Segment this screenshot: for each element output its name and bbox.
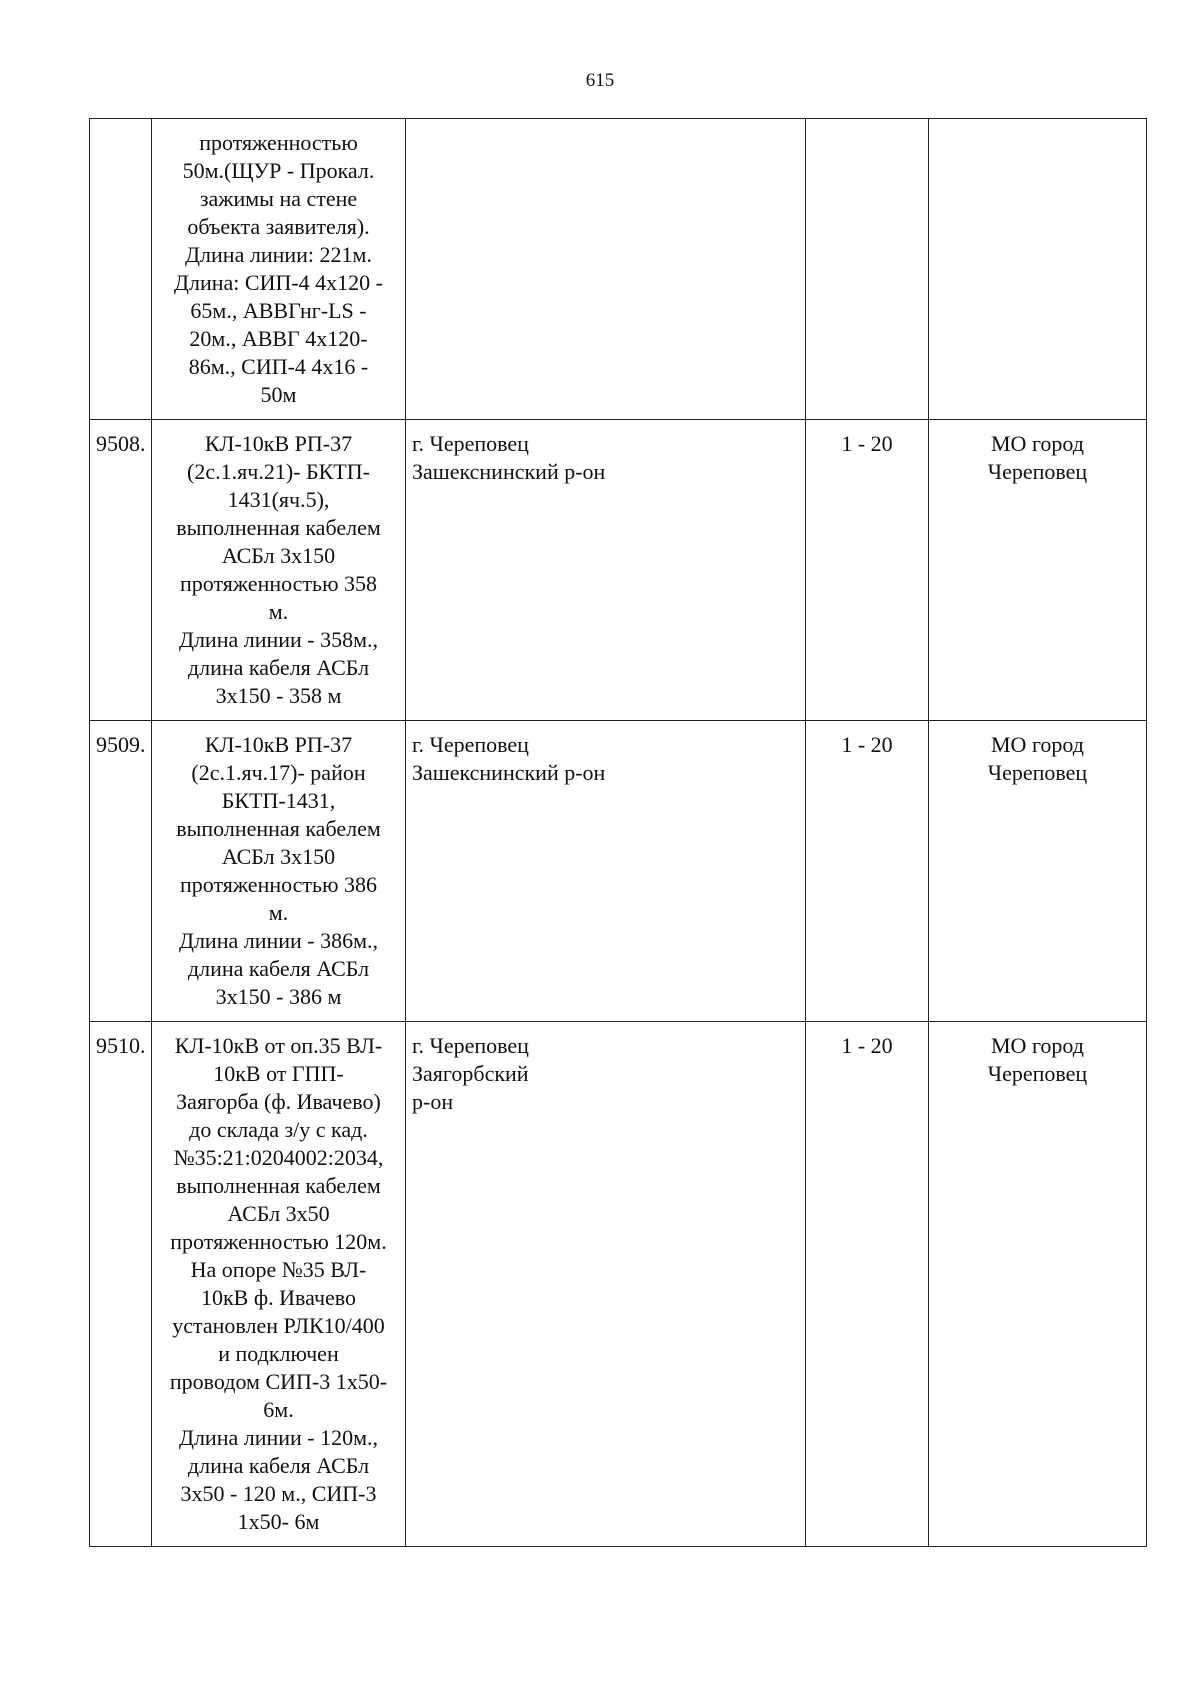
- table-body: [90, 119, 1147, 1547]
- description-line: АСБл 3х50: [227, 1201, 330, 1226]
- owner-cell: [929, 1022, 1147, 1547]
- description-line: Заягорба (ф. Ивачево): [176, 1089, 381, 1114]
- row-number-cell: 9508.: [90, 420, 152, 721]
- description-line: 86м., СИП-4 4х16 -: [188, 354, 369, 379]
- description-line: 50м.(ЩУР - Прокал.: [182, 158, 375, 183]
- table-row: [90, 1022, 1147, 1547]
- description-cell: [152, 721, 406, 1022]
- description-line: КЛ-10кВ РП-37: [204, 431, 353, 456]
- class-cell: [806, 119, 929, 420]
- page-number: 615: [585, 70, 615, 91]
- location-line: г. Череповец: [412, 431, 529, 456]
- location-cell: [406, 119, 806, 420]
- description-line: м.: [268, 900, 289, 925]
- description-cell: [152, 119, 406, 420]
- location-cell: [406, 420, 806, 721]
- description-line: выполненная кабелем: [176, 816, 381, 841]
- location-line: г. Череповец: [412, 1033, 529, 1058]
- description-line: длина кабеля АСБл: [187, 956, 370, 981]
- description-line: КЛ-10кВ РП-37: [204, 732, 353, 757]
- owner-cell: [929, 119, 1147, 420]
- description-line: проводом СИП-3 1х50-: [169, 1369, 388, 1394]
- description-line: 10кВ от ГПП-: [213, 1061, 344, 1086]
- table-row: [90, 119, 1147, 420]
- description-line: Длина линии: 221м.: [185, 242, 372, 267]
- description-line: 10кВ ф. Ивачево: [200, 1285, 357, 1310]
- description-line: зажимы на стене: [199, 186, 358, 211]
- description-line: (2с.1.яч.21)- БКТП-: [187, 459, 370, 484]
- description-line: выполненная кабелем: [176, 515, 381, 540]
- description-line: 6м.: [263, 1397, 294, 1422]
- class-cell: 1 - 20: [806, 1022, 929, 1547]
- description-line: №35:21:0204002:2034,: [173, 1145, 384, 1170]
- description-line: АСБл 3х150: [221, 844, 336, 869]
- description-line: до склада з/у с кад.: [189, 1117, 368, 1142]
- row-number-cell: [90, 119, 152, 420]
- owner-line: Череповец: [987, 1061, 1088, 1086]
- owner-line: Череповец: [987, 459, 1088, 484]
- description-line: Длина линии - 120м.,: [178, 1425, 379, 1450]
- row-number-cell: 9509.: [90, 721, 152, 1022]
- registry-table: [89, 118, 1147, 1547]
- description-line: 3х150 - 386 м: [215, 984, 342, 1009]
- owner-cell: [929, 721, 1147, 1022]
- description-line: 3х50 - 120 м., СИП-3: [180, 1481, 377, 1506]
- class-cell: 1 - 20: [806, 721, 929, 1022]
- description-line: (2с.1.яч.17)- район: [191, 760, 366, 785]
- description-line: АСБл 3х150: [221, 543, 336, 568]
- description-line: 20м., АВВГ 4х120-: [189, 326, 368, 351]
- description-line: БКТП-1431,: [221, 788, 336, 813]
- description-line: м.: [268, 599, 289, 624]
- owner-line: Череповец: [987, 760, 1088, 785]
- description-line: протяженностью: [199, 130, 358, 155]
- location-line: р-он: [412, 1089, 454, 1114]
- description-line: Длина линии - 386м.,: [178, 928, 379, 953]
- location-line: Заягорбский: [412, 1061, 529, 1086]
- description-line: 3х150 - 358 м: [215, 683, 342, 708]
- owner-line: МО город: [991, 431, 1084, 456]
- description-line: КЛ-10кВ от оп.35 ВЛ-: [174, 1033, 383, 1058]
- description-line: объекта заявителя).: [187, 214, 370, 239]
- owner-line: МО город: [991, 1033, 1084, 1058]
- description-line: протяженностью 120м.: [170, 1229, 387, 1254]
- row-number-cell: 9510.: [90, 1022, 152, 1547]
- description-line: протяженностью 386: [179, 872, 378, 897]
- description-cell: [152, 1022, 406, 1547]
- description-line: 1431(яч.5),: [227, 487, 330, 512]
- description-line: Длина линии - 358м.,: [178, 627, 379, 652]
- description-line: 1х50- 6м: [237, 1509, 320, 1534]
- table-row: [90, 420, 1147, 721]
- description-line: Длина: СИП-4 4х120 -: [173, 270, 383, 295]
- description-line: выполненная кабелем: [176, 1173, 381, 1198]
- owner-line: МО город: [991, 732, 1084, 757]
- description-line: длина кабеля АСБл: [187, 1453, 370, 1478]
- description-line: и подключен: [218, 1341, 339, 1366]
- description-line: 50м: [260, 382, 297, 407]
- description-cell: [152, 420, 406, 721]
- owner-cell: [929, 420, 1147, 721]
- description-line: протяженностью 358: [179, 571, 378, 596]
- description-line: установлен РЛК10/400: [172, 1313, 385, 1338]
- description-line: 65м., АВВГнг-LS -: [190, 298, 367, 323]
- description-line: На опоре №35 ВЛ-: [190, 1257, 367, 1282]
- description-line: длина кабеля АСБл: [187, 655, 370, 680]
- table-row: [90, 721, 1147, 1022]
- location-cell: [406, 1022, 806, 1547]
- class-cell: 1 - 20: [806, 420, 929, 721]
- location-line: Зашекснинский р-он: [412, 459, 606, 484]
- location-line: г. Череповец: [412, 732, 529, 757]
- location-cell: [406, 721, 806, 1022]
- location-line: Зашекснинский р-он: [412, 760, 606, 785]
